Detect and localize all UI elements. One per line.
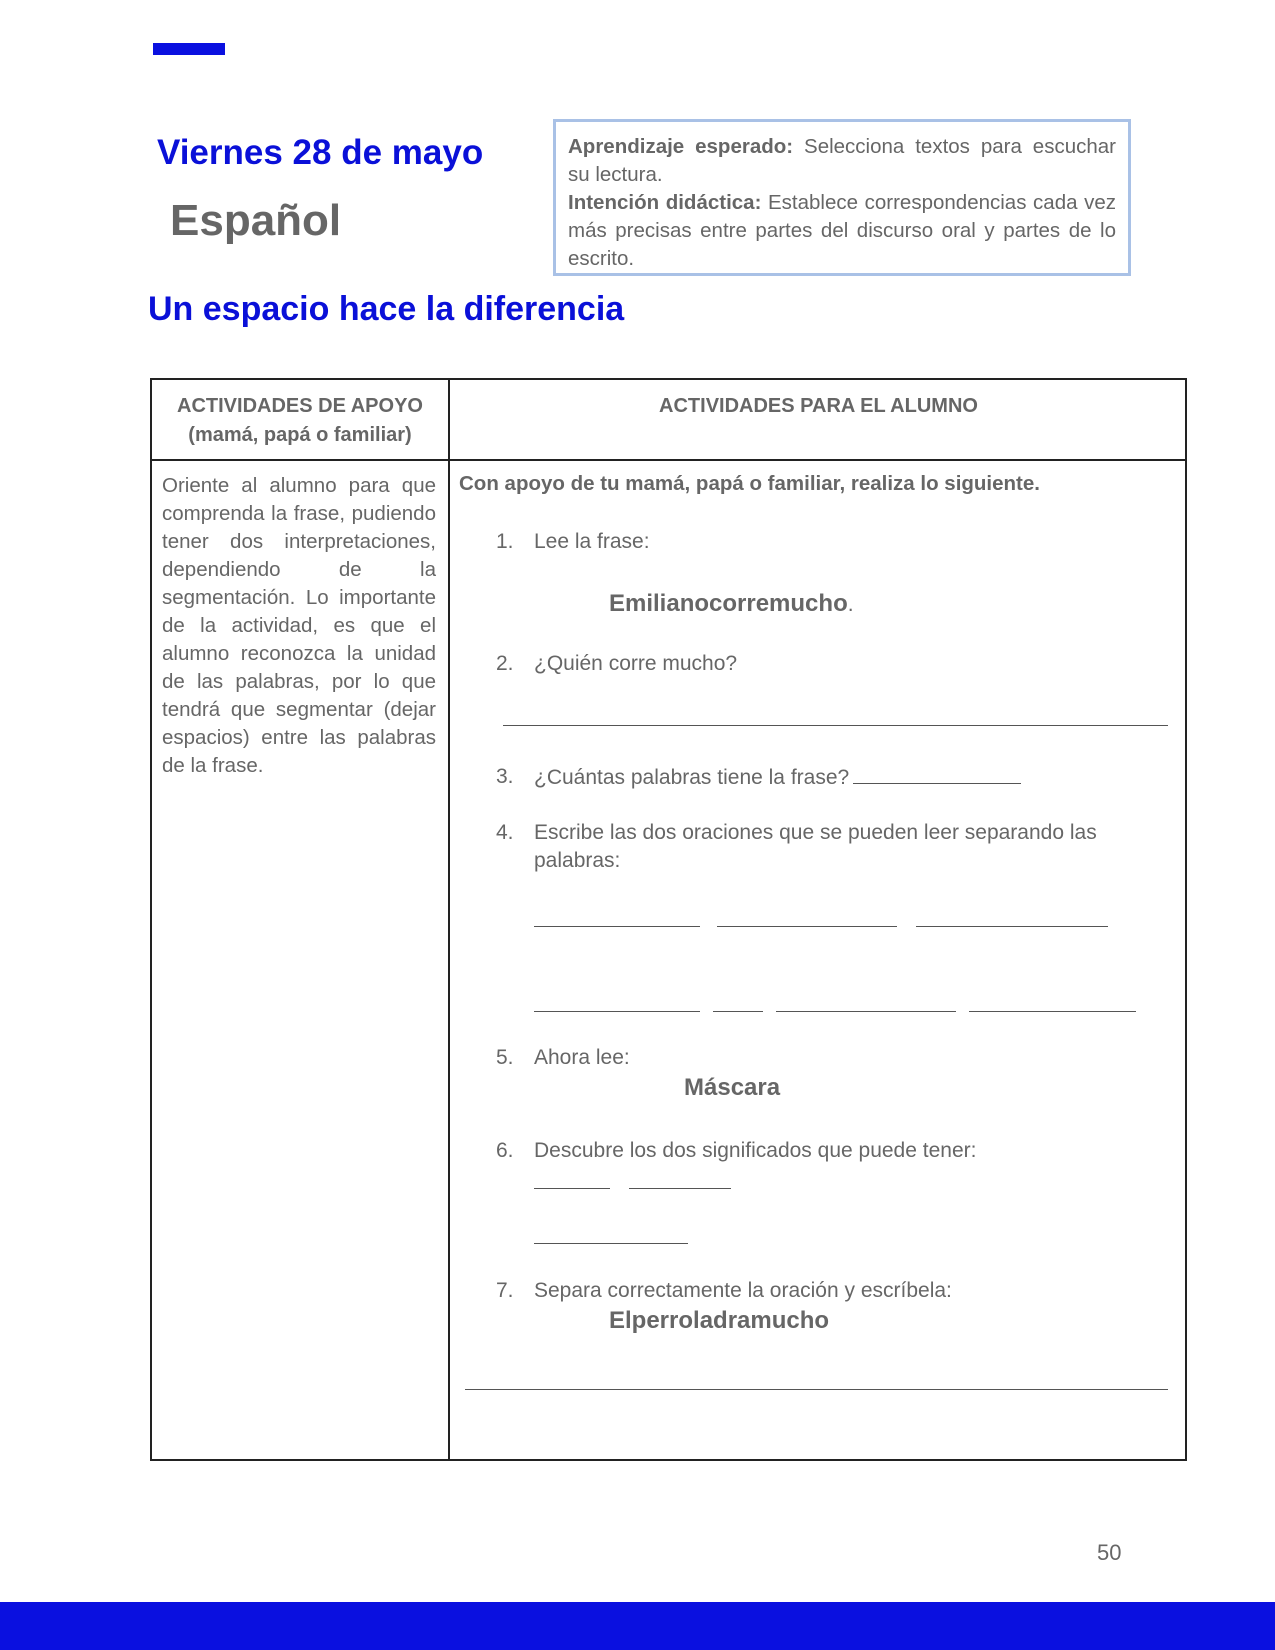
phrase-emiliano: Emilianocorremucho.	[609, 590, 854, 617]
word-mascara: Máscara	[684, 1074, 781, 1101]
item-text: Separa correctamente la oración y escríbela:	[534, 1279, 952, 1302]
answer-line[interactable]	[503, 725, 1168, 726]
didactic-intent-text: Establece correspondencias cada vez más precisas entre partes del discurso oral y partes de lo escrito.	[568, 191, 1117, 270]
answer-line[interactable]	[534, 1188, 610, 1189]
item-text: Descubre los dos significados que puede tener:	[534, 1139, 977, 1162]
item-number: 5.	[496, 1046, 514, 1069]
item-number: 3.	[496, 765, 514, 788]
lesson-title: Un espacio hace la diferencia	[148, 290, 625, 328]
top-accent-bar	[153, 43, 225, 55]
support-activities-text: Oriente al alumno para que comprenda la frase, pudiendo tener dos interpretaciones, dependiendo de la segmentación. Lo importante de la actividad, es que el alumno reconozca la unidad de las palabras, por lo que tendrá que segmentar (dejar espacios) entre las palabras de la frase.	[162, 474, 436, 777]
answer-line[interactable]	[534, 1243, 688, 1244]
answer-line[interactable]	[534, 926, 700, 927]
answer-line[interactable]	[713, 1011, 763, 1012]
didactic-intent-label: Intención didáctica:	[568, 191, 762, 214]
item-text-continued: palabras:	[534, 849, 621, 872]
learning-objectives-box	[553, 119, 1131, 276]
item-text: Escribe las dos oraciones que se pueden leer separando las	[534, 821, 1097, 844]
phrase-elperro: Elperroladramucho	[609, 1307, 830, 1334]
item-number: 6.	[496, 1139, 514, 1162]
header-divider	[152, 459, 1185, 461]
answer-line[interactable]	[534, 1011, 700, 1012]
student-activities-header: ACTIVIDADES PARA EL ALUMNO	[659, 395, 978, 417]
activities-table	[150, 378, 1187, 1461]
expected-learning-text: Selecciona textos para escuchar su lectura.	[568, 135, 1116, 186]
item-text: Lee la frase:	[534, 530, 650, 553]
activity-instruction: Con apoyo de tu mamá, papá o familiar, realiza lo siguiente.	[459, 472, 1040, 495]
date-title: Viernes 28 de mayo	[157, 133, 484, 172]
column-divider	[448, 380, 450, 1459]
item-number: 1.	[496, 530, 514, 553]
answer-blank[interactable]	[853, 763, 1021, 784]
answer-line[interactable]	[916, 926, 1108, 927]
expected-learning-label: Aprendizaje esperado:	[568, 135, 794, 158]
page-number: 50	[1097, 1540, 1122, 1565]
answer-line[interactable]	[776, 1011, 956, 1012]
item-text: ¿Cuántas palabras tiene la frase?	[534, 763, 1021, 792]
support-activities-header: ACTIVIDADES DE APOYO (mamá, papá o familiar)	[177, 395, 423, 446]
item-number: 4.	[496, 821, 514, 844]
item-number: 2.	[496, 652, 514, 675]
answer-line[interactable]	[969, 1011, 1136, 1012]
bottom-accent-bar	[0, 1602, 1275, 1650]
item-text: ¿Quién corre mucho?	[534, 652, 738, 675]
item-number: 7.	[496, 1279, 514, 1302]
subject-title: Español	[170, 196, 342, 245]
item-text: Ahora lee:	[534, 1046, 630, 1069]
answer-line[interactable]	[717, 926, 897, 927]
answer-line[interactable]	[465, 1389, 1168, 1390]
answer-line[interactable]	[629, 1188, 731, 1189]
